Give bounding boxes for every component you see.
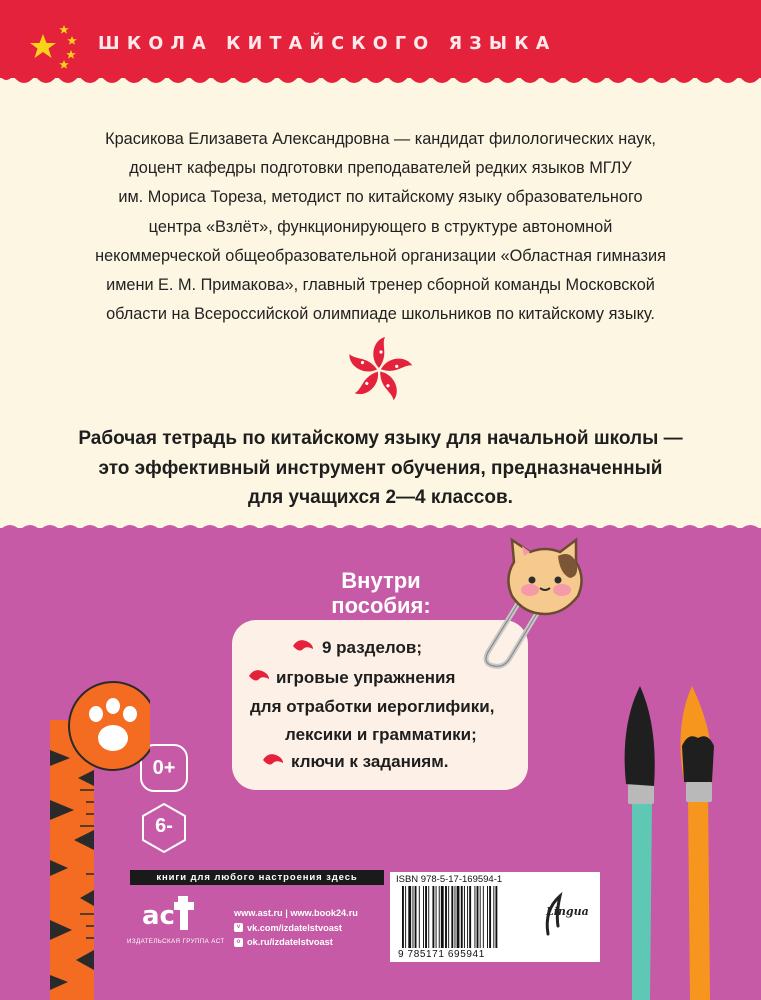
contents-item: 9 разделов; (322, 638, 422, 657)
tagline-line: Рабочая тетрадь по китайскому языку для начальной школы — (78, 428, 683, 449)
contents-item: ключи к заданиям. (291, 752, 449, 771)
imprint-name: Lingua (546, 905, 589, 918)
publisher-links (234, 906, 358, 950)
author-bio (40, 125, 721, 329)
barcode-number: 9 785171 695941 (398, 949, 485, 960)
petal-bullet-icon (248, 668, 270, 682)
inside-title-line: Внутри (341, 568, 421, 593)
petal-bullet-icon (292, 638, 314, 652)
tagline-line: это эффективный инструмент обучения, предназначенный (98, 457, 663, 479)
ast-logo (140, 890, 196, 934)
bio-line: имени Е. М. Примакова», главный тренер сборной команды Московской (106, 276, 655, 295)
barcode-icon (400, 886, 530, 948)
svg-text:ac: ac (142, 901, 175, 931)
bio-line: некоммерческой общеобразовательной организации «Областная гимназия (95, 246, 666, 265)
ok-icon: o (234, 938, 243, 947)
contents-item: лексики и грамматики; (285, 725, 477, 744)
tiger-paw-ruler-icon (40, 680, 150, 1000)
publisher-slogan-strip: книги для любого настроения здесь (130, 870, 384, 885)
bio-line: им. Мориса Тореза, методист по китайскому языку образовательного (118, 188, 643, 207)
inside-title-line: пособия: (331, 593, 431, 618)
flag-stars-icon (26, 22, 86, 72)
flower-emblem-icon (343, 334, 415, 406)
bio-line: Красикова Елизавета Александровна — кандидат филологических наук, (105, 130, 656, 148)
series-title: ШКОЛА КИТАЙСКОГО ЯЗЫКА (98, 34, 557, 54)
purple-scallop-edge (0, 520, 761, 540)
ok-link[interactable]: ok.ru/izdatelstvoast (247, 937, 333, 947)
contents-item: игровые упражнения (276, 668, 456, 687)
inside-title (300, 568, 462, 618)
bio-line: доцент кафедры подготовки преподавателей редких языков МГЛУ (129, 159, 632, 178)
tagline-line: для учащихся 2—4 классов. (248, 487, 513, 508)
publisher-caption: ИЗДАТЕЛЬСКАЯ ГРУППА АСТ (127, 938, 225, 945)
cat-head-icon (500, 534, 590, 616)
website-links[interactable]: www.ast.ru | www.book24.ru (234, 908, 358, 918)
bio-line: центра «Взлёт», функционирующего в структуре автономной (148, 217, 613, 236)
header-scallop-edge (0, 70, 761, 92)
age-rating-label: 0+ (152, 756, 176, 779)
petal-bullet-icon (262, 752, 284, 766)
contents-item: для отработки иероглифики, (250, 697, 495, 716)
paint-brushes-icon (612, 676, 732, 1000)
grade-label: 6- (155, 814, 173, 837)
vk-link[interactable]: vk.com/izdatelstvoast (247, 922, 342, 933)
book-tagline (30, 424, 731, 513)
vk-icon: v (234, 923, 243, 932)
isbn-number: ISBN 978-5-17-169594-1 (396, 874, 503, 885)
bio-line: области на Всероссийской олимпиаде школьников по китайскому языку. (106, 305, 655, 324)
